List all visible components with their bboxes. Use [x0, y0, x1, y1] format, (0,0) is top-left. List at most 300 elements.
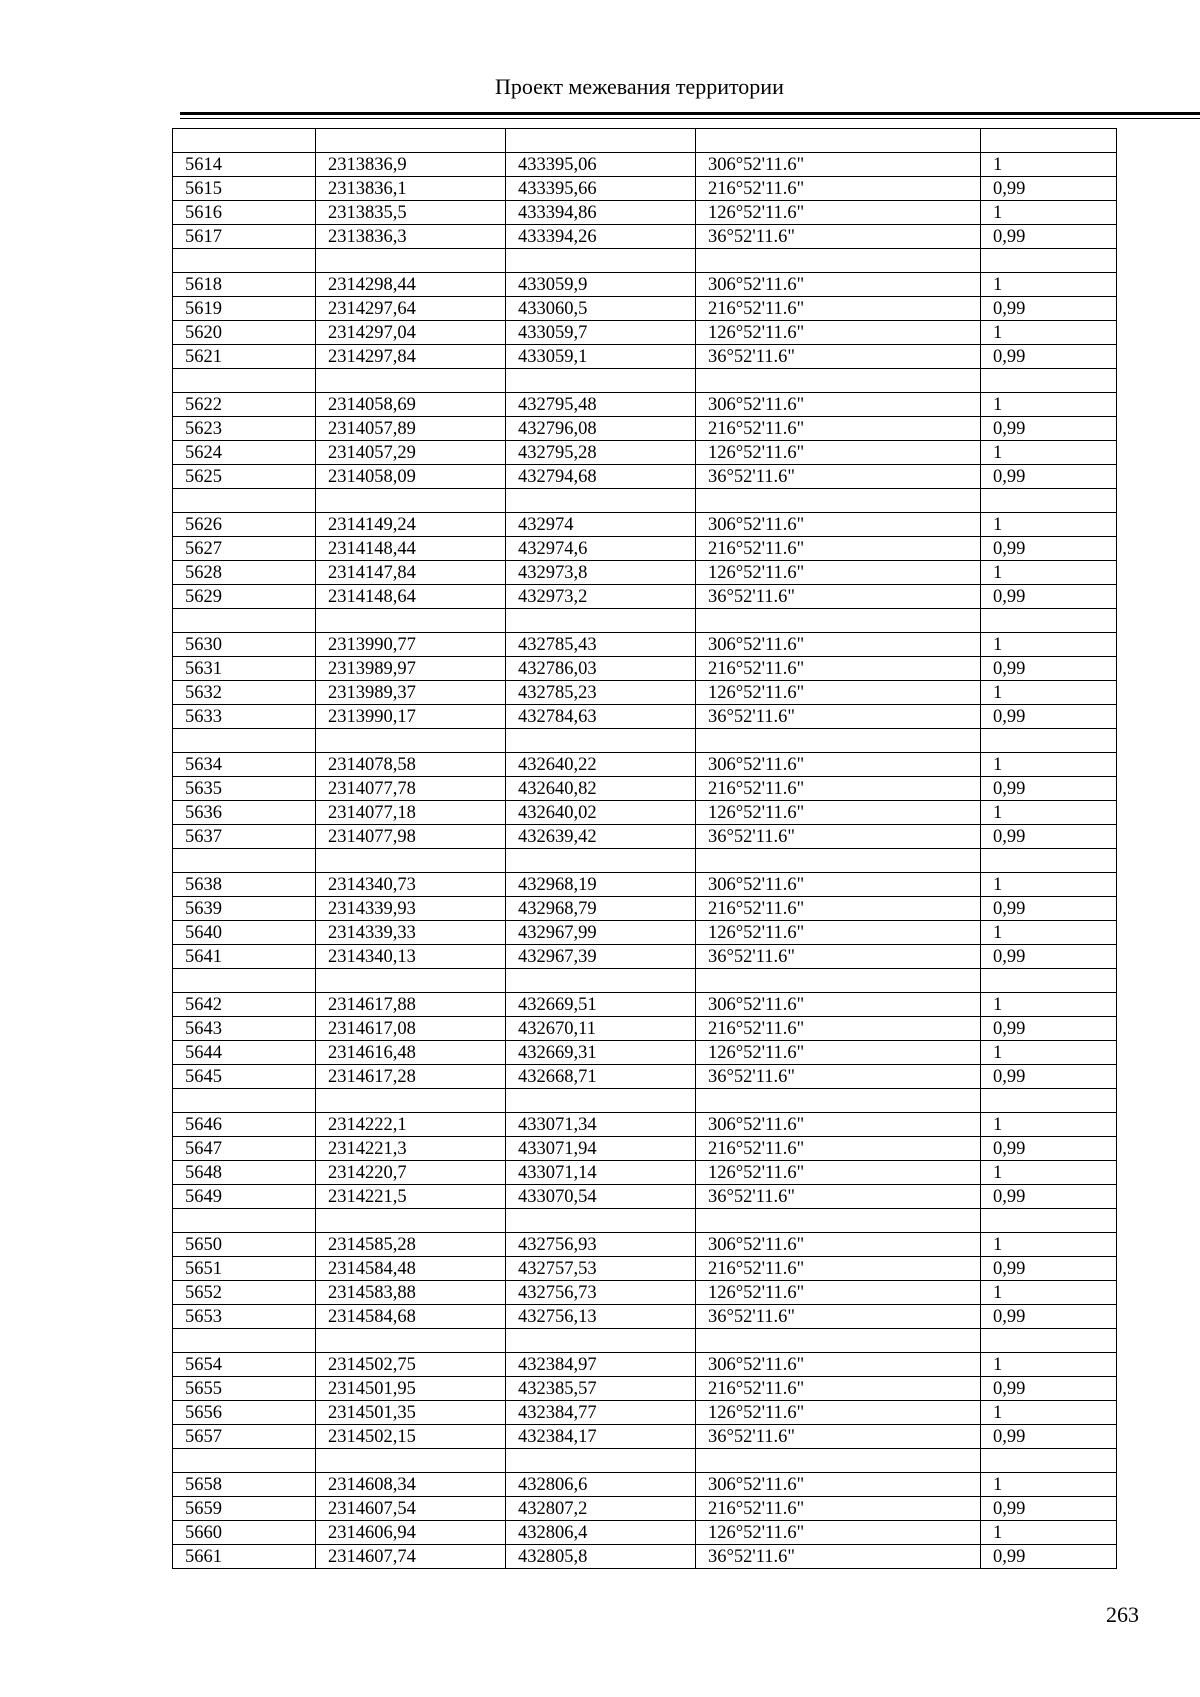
x-coordinate-cell: 2314585,28: [316, 1233, 506, 1257]
x-coordinate-cell: 2313836,1: [316, 177, 506, 201]
length-cell: 1: [981, 1353, 1117, 1377]
length-cell: 1: [981, 681, 1117, 705]
x-coordinate-cell: 2314297,84: [316, 345, 506, 369]
table-row: [173, 561, 1117, 585]
table-row: [173, 177, 1117, 201]
x-coordinate-cell: 2314584,48: [316, 1257, 506, 1281]
y-coordinate-cell: 433071,14: [506, 1161, 696, 1185]
x-coordinate-cell: 2314339,93: [316, 897, 506, 921]
y-coordinate-cell: 432639,42: [506, 825, 696, 849]
point-number-cell: 5640: [173, 921, 316, 945]
direction-angle-cell: 36°52'11.6": [696, 345, 981, 369]
y-coordinate-cell: [506, 129, 696, 153]
direction-angle-cell: 126°52'11.6": [696, 1281, 981, 1305]
direction-angle-cell: 126°52'11.6": [696, 1401, 981, 1425]
x-coordinate-cell: 2314297,64: [316, 297, 506, 321]
length-cell: 0,99: [981, 1137, 1117, 1161]
table-row: [173, 1353, 1117, 1377]
y-coordinate-cell: 433059,1: [506, 345, 696, 369]
point-number-cell: 5639: [173, 897, 316, 921]
direction-angle-cell: 36°52'11.6": [696, 465, 981, 489]
length-cell: [981, 849, 1117, 873]
y-coordinate-cell: 432805,8: [506, 1545, 696, 1569]
y-coordinate-cell: 432806,6: [506, 1473, 696, 1497]
y-coordinate-cell: 433070,54: [506, 1185, 696, 1209]
point-number-cell: 5625: [173, 465, 316, 489]
y-coordinate-cell: 432973,8: [506, 561, 696, 585]
length-cell: 1: [981, 393, 1117, 417]
length-cell: 0,99: [981, 225, 1117, 249]
length-cell: 0,99: [981, 417, 1117, 441]
direction-angle-cell: [696, 369, 981, 393]
separator-row: [173, 1329, 1117, 1353]
x-coordinate-cell: 2314078,58: [316, 753, 506, 777]
table-row: [173, 201, 1117, 225]
y-coordinate-cell: 432785,43: [506, 633, 696, 657]
length-cell: 1: [981, 1113, 1117, 1137]
x-coordinate-cell: [316, 609, 506, 633]
direction-angle-cell: 126°52'11.6": [696, 1041, 981, 1065]
x-coordinate-cell: 2313990,17: [316, 705, 506, 729]
separator-row: [173, 1449, 1117, 1473]
point-number-cell: 5634: [173, 753, 316, 777]
x-coordinate-cell: 2313836,9: [316, 153, 506, 177]
direction-angle-cell: 306°52'11.6": [696, 153, 981, 177]
point-number-cell: [173, 249, 316, 273]
table-row: [173, 873, 1117, 897]
y-coordinate-cell: 432669,51: [506, 993, 696, 1017]
y-coordinate-cell: 433059,7: [506, 321, 696, 345]
direction-angle-cell: 306°52'11.6": [696, 633, 981, 657]
table-row: [173, 537, 1117, 561]
y-coordinate-cell: 432385,57: [506, 1377, 696, 1401]
separator-row: [173, 489, 1117, 513]
x-coordinate-cell: 2314501,95: [316, 1377, 506, 1401]
point-number-cell: 5653: [173, 1305, 316, 1329]
length-cell: 0,99: [981, 1545, 1117, 1569]
length-cell: 1: [981, 441, 1117, 465]
separator-row: [173, 849, 1117, 873]
table-row: [173, 513, 1117, 537]
point-number-cell: 5620: [173, 321, 316, 345]
direction-angle-cell: 36°52'11.6": [696, 705, 981, 729]
x-coordinate-cell: 2314616,48: [316, 1041, 506, 1065]
x-coordinate-cell: 2314149,24: [316, 513, 506, 537]
x-coordinate-cell: 2314221,5: [316, 1185, 506, 1209]
y-coordinate-cell: 432640,22: [506, 753, 696, 777]
y-coordinate-cell: [506, 1209, 696, 1233]
table-row: [173, 273, 1117, 297]
direction-angle-cell: 216°52'11.6": [696, 297, 981, 321]
x-coordinate-cell: 2314058,09: [316, 465, 506, 489]
length-cell: 1: [981, 1161, 1117, 1185]
length-cell: 0,99: [981, 945, 1117, 969]
point-number-cell: 5648: [173, 1161, 316, 1185]
table-row: [173, 345, 1117, 369]
x-coordinate-cell: 2314147,84: [316, 561, 506, 585]
x-coordinate-cell: 2314501,35: [316, 1401, 506, 1425]
direction-angle-cell: [696, 1449, 981, 1473]
x-coordinate-cell: 2313835,5: [316, 201, 506, 225]
length-cell: 0,99: [981, 297, 1117, 321]
direction-angle-cell: 126°52'11.6": [696, 1521, 981, 1545]
point-number-cell: 5627: [173, 537, 316, 561]
length-cell: 1: [981, 993, 1117, 1017]
x-coordinate-cell: 2314077,18: [316, 801, 506, 825]
length-cell: [981, 729, 1117, 753]
coordinates-table-body: [173, 129, 1117, 1569]
point-number-cell: 5660: [173, 1521, 316, 1545]
y-coordinate-cell: 432974: [506, 513, 696, 537]
length-cell: 1: [981, 273, 1117, 297]
direction-angle-cell: 36°52'11.6": [696, 585, 981, 609]
y-coordinate-cell: 432756,93: [506, 1233, 696, 1257]
direction-angle-cell: [696, 729, 981, 753]
y-coordinate-cell: 432786,03: [506, 657, 696, 681]
direction-angle-cell: 306°52'11.6": [696, 393, 981, 417]
length-cell: 0,99: [981, 465, 1117, 489]
length-cell: 1: [981, 921, 1117, 945]
direction-angle-cell: [696, 129, 981, 153]
length-cell: 0,99: [981, 585, 1117, 609]
x-coordinate-cell: 2314057,89: [316, 417, 506, 441]
direction-angle-cell: 216°52'11.6": [696, 177, 981, 201]
length-cell: [981, 249, 1117, 273]
x-coordinate-cell: 2314607,54: [316, 1497, 506, 1521]
table-row: [173, 1305, 1117, 1329]
direction-angle-cell: 36°52'11.6": [696, 1425, 981, 1449]
length-cell: 1: [981, 633, 1117, 657]
direction-angle-cell: 126°52'11.6": [696, 201, 981, 225]
x-coordinate-cell: [316, 129, 506, 153]
y-coordinate-cell: 432796,08: [506, 417, 696, 441]
x-coordinate-cell: 2314298,44: [316, 273, 506, 297]
length-cell: [981, 1209, 1117, 1233]
direction-angle-cell: 306°52'11.6": [696, 273, 981, 297]
x-coordinate-cell: 2314502,75: [316, 1353, 506, 1377]
table-row: [173, 1377, 1117, 1401]
x-coordinate-cell: 2314058,69: [316, 393, 506, 417]
table-row: [173, 801, 1117, 825]
length-cell: 0,99: [981, 657, 1117, 681]
table-row: [173, 1233, 1117, 1257]
x-coordinate-cell: 2314148,44: [316, 537, 506, 561]
y-coordinate-cell: 432968,79: [506, 897, 696, 921]
point-number-cell: 5629: [173, 585, 316, 609]
direction-angle-cell: [696, 1329, 981, 1353]
length-cell: 1: [981, 201, 1117, 225]
point-number-cell: 5654: [173, 1353, 316, 1377]
direction-angle-cell: 36°52'11.6": [696, 1065, 981, 1089]
separator-row: [173, 369, 1117, 393]
length-cell: 0,99: [981, 345, 1117, 369]
table-row: [173, 1425, 1117, 1449]
direction-angle-cell: [696, 849, 981, 873]
point-number-cell: 5655: [173, 1377, 316, 1401]
y-coordinate-cell: 432973,2: [506, 585, 696, 609]
point-number-cell: 5651: [173, 1257, 316, 1281]
point-number-cell: [173, 369, 316, 393]
direction-angle-cell: 306°52'11.6": [696, 1113, 981, 1137]
length-cell: 1: [981, 1281, 1117, 1305]
direction-angle-cell: 126°52'11.6": [696, 441, 981, 465]
y-coordinate-cell: [506, 849, 696, 873]
table-row: [173, 393, 1117, 417]
y-coordinate-cell: 433395,66: [506, 177, 696, 201]
direction-angle-cell: 36°52'11.6": [696, 1305, 981, 1329]
direction-angle-cell: 306°52'11.6": [696, 753, 981, 777]
point-number-cell: [173, 1089, 316, 1113]
length-cell: 0,99: [981, 1305, 1117, 1329]
length-cell: 0,99: [981, 825, 1117, 849]
length-cell: 0,99: [981, 897, 1117, 921]
x-coordinate-cell: [316, 1209, 506, 1233]
y-coordinate-cell: 432967,39: [506, 945, 696, 969]
point-number-cell: 5658: [173, 1473, 316, 1497]
length-cell: 0,99: [981, 705, 1117, 729]
length-cell: 0,99: [981, 777, 1117, 801]
direction-angle-cell: 216°52'11.6": [696, 417, 981, 441]
x-coordinate-cell: 2314608,34: [316, 1473, 506, 1497]
point-number-cell: 5649: [173, 1185, 316, 1209]
length-cell: 0,99: [981, 1185, 1117, 1209]
table-row: [173, 1545, 1117, 1569]
point-number-cell: 5623: [173, 417, 316, 441]
y-coordinate-cell: 432670,11: [506, 1017, 696, 1041]
point-number-cell: 5619: [173, 297, 316, 321]
page-title: Проект межевания территории: [495, 74, 784, 99]
direction-angle-cell: 126°52'11.6": [696, 321, 981, 345]
y-coordinate-cell: 432795,48: [506, 393, 696, 417]
table-row: [173, 1185, 1117, 1209]
page-header: [0, 72, 1200, 102]
point-number-cell: [173, 489, 316, 513]
table-row: [173, 1161, 1117, 1185]
x-coordinate-cell: [316, 849, 506, 873]
x-coordinate-cell: 2314339,33: [316, 921, 506, 945]
x-coordinate-cell: [316, 1089, 506, 1113]
y-coordinate-cell: 433394,26: [506, 225, 696, 249]
point-number-cell: 5615: [173, 177, 316, 201]
direction-angle-cell: 216°52'11.6": [696, 1137, 981, 1161]
length-cell: 1: [981, 1041, 1117, 1065]
y-coordinate-cell: 433071,34: [506, 1113, 696, 1137]
point-number-cell: [173, 849, 316, 873]
y-coordinate-cell: [506, 729, 696, 753]
point-number-cell: 5622: [173, 393, 316, 417]
point-number-cell: [173, 129, 316, 153]
length-cell: 0,99: [981, 1425, 1117, 1449]
length-cell: 0,99: [981, 1377, 1117, 1401]
length-cell: 0,99: [981, 1065, 1117, 1089]
x-coordinate-cell: 2314617,88: [316, 993, 506, 1017]
table-row: [173, 1017, 1117, 1041]
y-coordinate-cell: 432806,4: [506, 1521, 696, 1545]
table-row: [173, 1521, 1117, 1545]
point-number-cell: 5645: [173, 1065, 316, 1089]
x-coordinate-cell: 2313836,3: [316, 225, 506, 249]
x-coordinate-cell: [316, 729, 506, 753]
table-row: [173, 321, 1117, 345]
separator-row: [173, 1089, 1117, 1113]
direction-angle-cell: [696, 1209, 981, 1233]
y-coordinate-cell: 432756,13: [506, 1305, 696, 1329]
y-coordinate-cell: 433395,06: [506, 153, 696, 177]
length-cell: [981, 1449, 1117, 1473]
x-coordinate-cell: [316, 489, 506, 513]
y-coordinate-cell: [506, 1089, 696, 1113]
length-cell: 1: [981, 153, 1117, 177]
direction-angle-cell: 36°52'11.6": [696, 825, 981, 849]
point-number-cell: 5637: [173, 825, 316, 849]
length-cell: 1: [981, 1401, 1117, 1425]
length-cell: [981, 969, 1117, 993]
coordinates-table: [172, 128, 1117, 1569]
y-coordinate-cell: 432384,97: [506, 1353, 696, 1377]
y-coordinate-cell: 432967,99: [506, 921, 696, 945]
x-coordinate-cell: 2314617,08: [316, 1017, 506, 1041]
table-row: [173, 897, 1117, 921]
length-cell: 1: [981, 873, 1117, 897]
y-coordinate-cell: 432668,71: [506, 1065, 696, 1089]
x-coordinate-cell: 2314607,74: [316, 1545, 506, 1569]
direction-angle-cell: [696, 489, 981, 513]
point-number-cell: 5614: [173, 153, 316, 177]
length-cell: 1: [981, 321, 1117, 345]
y-coordinate-cell: [506, 609, 696, 633]
point-number-cell: 5643: [173, 1017, 316, 1041]
point-number-cell: [173, 729, 316, 753]
page-number: 263: [1106, 1602, 1139, 1627]
table-row: [173, 777, 1117, 801]
y-coordinate-cell: [506, 1449, 696, 1473]
point-number-cell: 5638: [173, 873, 316, 897]
separator-row: [173, 609, 1117, 633]
direction-angle-cell: [696, 609, 981, 633]
point-number-cell: 5659: [173, 1497, 316, 1521]
y-coordinate-cell: 432794,68: [506, 465, 696, 489]
direction-angle-cell: 216°52'11.6": [696, 537, 981, 561]
table-row: [173, 657, 1117, 681]
y-coordinate-cell: 432784,63: [506, 705, 696, 729]
point-number-cell: 5647: [173, 1137, 316, 1161]
direction-angle-cell: 306°52'11.6": [696, 1353, 981, 1377]
direction-angle-cell: 126°52'11.6": [696, 1161, 981, 1185]
length-cell: [981, 129, 1117, 153]
y-coordinate-cell: 432757,53: [506, 1257, 696, 1281]
length-cell: [981, 369, 1117, 393]
point-number-cell: 5616: [173, 201, 316, 225]
point-number-cell: [173, 969, 316, 993]
y-coordinate-cell: 432968,19: [506, 873, 696, 897]
point-number-cell: 5624: [173, 441, 316, 465]
x-coordinate-cell: 2313989,97: [316, 657, 506, 681]
y-coordinate-cell: 432640,82: [506, 777, 696, 801]
x-coordinate-cell: 2314057,29: [316, 441, 506, 465]
x-coordinate-cell: [316, 1329, 506, 1353]
separator-row: [173, 129, 1117, 153]
table-row: [173, 633, 1117, 657]
length-cell: [981, 1089, 1117, 1113]
point-number-cell: 5631: [173, 657, 316, 681]
point-number-cell: 5628: [173, 561, 316, 585]
x-coordinate-cell: 2314340,13: [316, 945, 506, 969]
point-number-cell: 5642: [173, 993, 316, 1017]
x-coordinate-cell: 2314584,68: [316, 1305, 506, 1329]
table-row: [173, 1137, 1117, 1161]
x-coordinate-cell: 2314077,98: [316, 825, 506, 849]
x-coordinate-cell: 2314502,15: [316, 1425, 506, 1449]
point-number-cell: [173, 1209, 316, 1233]
length-cell: 1: [981, 753, 1117, 777]
length-cell: 0,99: [981, 177, 1117, 201]
x-coordinate-cell: 2314583,88: [316, 1281, 506, 1305]
direction-angle-cell: [696, 1089, 981, 1113]
x-coordinate-cell: 2314077,78: [316, 777, 506, 801]
direction-angle-cell: 216°52'11.6": [696, 1017, 981, 1041]
x-coordinate-cell: 2313989,37: [316, 681, 506, 705]
header-rule-thick: [180, 112, 1200, 115]
point-number-cell: 5656: [173, 1401, 316, 1425]
direction-angle-cell: 216°52'11.6": [696, 1257, 981, 1281]
length-cell: [981, 609, 1117, 633]
table-row: [173, 153, 1117, 177]
direction-angle-cell: 126°52'11.6": [696, 921, 981, 945]
direction-angle-cell: 36°52'11.6": [696, 225, 981, 249]
point-number-cell: 5652: [173, 1281, 316, 1305]
y-coordinate-cell: 432974,6: [506, 537, 696, 561]
x-coordinate-cell: [316, 249, 506, 273]
length-cell: 0,99: [981, 537, 1117, 561]
table-row: [173, 1113, 1117, 1137]
point-number-cell: 5633: [173, 705, 316, 729]
separator-row: [173, 249, 1117, 273]
y-coordinate-cell: [506, 249, 696, 273]
point-number-cell: 5632: [173, 681, 316, 705]
y-coordinate-cell: 433071,94: [506, 1137, 696, 1161]
y-coordinate-cell: 432795,28: [506, 441, 696, 465]
point-number-cell: 5630: [173, 633, 316, 657]
direction-angle-cell: 216°52'11.6": [696, 777, 981, 801]
direction-angle-cell: 216°52'11.6": [696, 1497, 981, 1521]
x-coordinate-cell: 2314148,64: [316, 585, 506, 609]
length-cell: 0,99: [981, 1497, 1117, 1521]
x-coordinate-cell: 2314340,73: [316, 873, 506, 897]
table-row: [173, 585, 1117, 609]
direction-angle-cell: 36°52'11.6": [696, 1545, 981, 1569]
point-number-cell: 5650: [173, 1233, 316, 1257]
table-row: [173, 1473, 1117, 1497]
x-coordinate-cell: 2314606,94: [316, 1521, 506, 1545]
x-coordinate-cell: [316, 369, 506, 393]
y-coordinate-cell: 432384,77: [506, 1401, 696, 1425]
direction-angle-cell: 126°52'11.6": [696, 681, 981, 705]
x-coordinate-cell: 2314220,7: [316, 1161, 506, 1185]
length-cell: 0,99: [981, 1017, 1117, 1041]
point-number-cell: 5657: [173, 1425, 316, 1449]
direction-angle-cell: [696, 249, 981, 273]
y-coordinate-cell: [506, 489, 696, 513]
point-number-cell: 5646: [173, 1113, 316, 1137]
table-row: [173, 945, 1117, 969]
direction-angle-cell: 36°52'11.6": [696, 945, 981, 969]
y-coordinate-cell: [506, 1329, 696, 1353]
point-number-cell: 5618: [173, 273, 316, 297]
point-number-cell: 5661: [173, 1545, 316, 1569]
point-number-cell: 5635: [173, 777, 316, 801]
table-row: [173, 1257, 1117, 1281]
separator-row: [173, 1209, 1117, 1233]
